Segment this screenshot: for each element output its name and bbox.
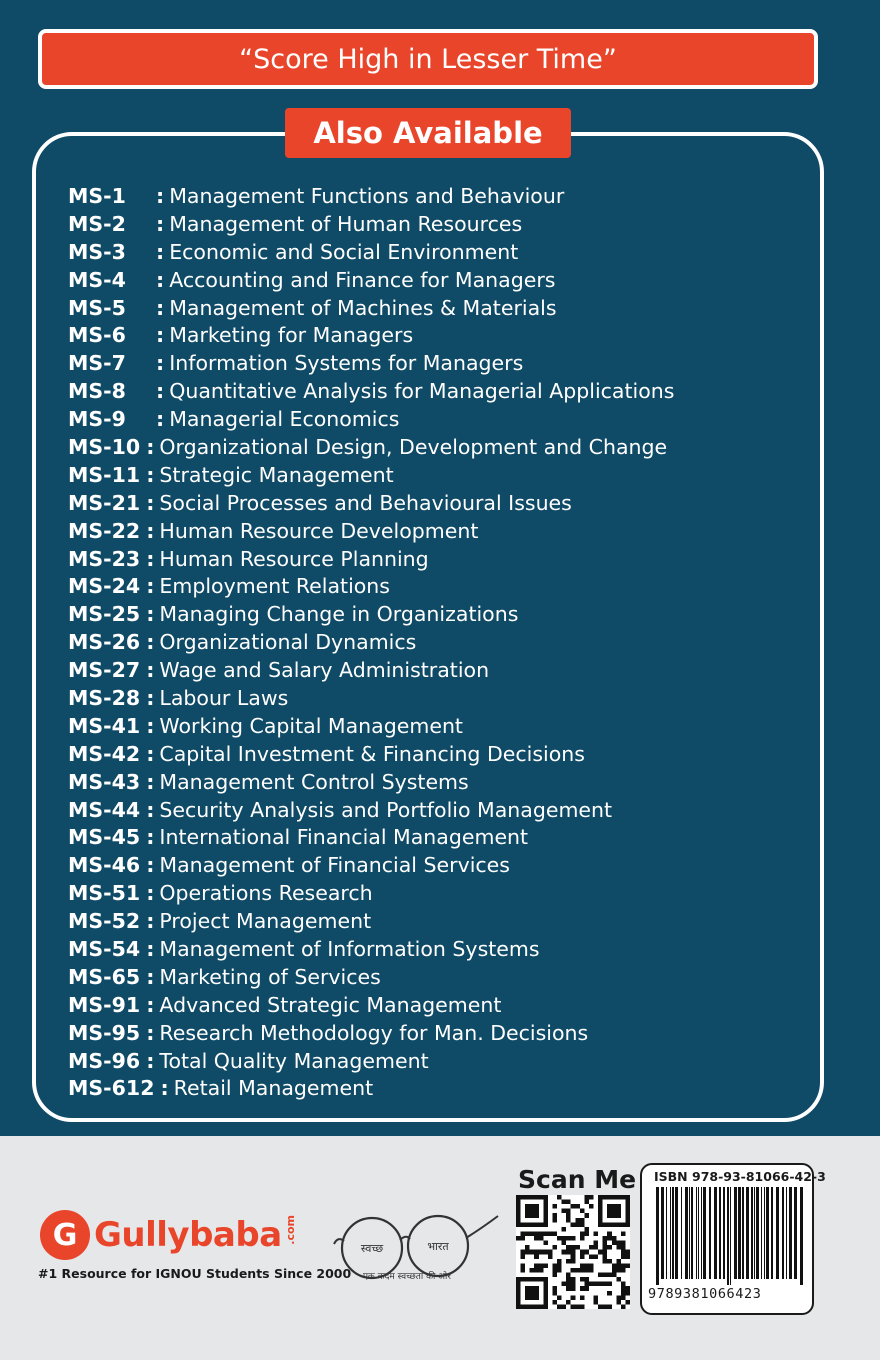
tagline-text: “Score High in Lesser Time” <box>239 43 617 75</box>
course-item <box>68 935 808 963</box>
course-item <box>68 712 808 740</box>
course-code: MS-11 <box>68 462 141 487</box>
course-item <box>68 433 808 461</box>
course-title: Capital Investment & Financing Decisions <box>159 741 585 766</box>
course-item <box>68 182 808 210</box>
course-code: MS-28 <box>68 685 141 710</box>
course-code: MS-2 <box>68 211 126 236</box>
course-code: MS-4 <box>68 267 126 292</box>
course-separator: : <box>146 630 155 655</box>
swachh-word-right: भारत <box>427 1240 449 1253</box>
publisher-tagline: #1 Resource for IGNOU Students Since 2000 <box>38 1266 352 1281</box>
course-item <box>68 768 808 796</box>
course-separator: : <box>156 323 165 348</box>
course-separator: : <box>146 1048 155 1073</box>
course-title: Managerial Economics <box>169 407 400 432</box>
course-title: Quantitative Analysis for Managerial Applications <box>169 379 675 404</box>
course-separator: : <box>146 825 155 850</box>
course-title: Advanced Strategic Management <box>159 992 502 1017</box>
course-separator: : <box>146 741 155 766</box>
course-code: MS-5 <box>68 295 126 320</box>
course-code: MS-46 <box>68 853 141 878</box>
course-code: MS-23 <box>68 546 141 571</box>
course-separator: : <box>156 211 165 236</box>
course-code: MS-3 <box>68 239 126 264</box>
course-item <box>68 349 808 377</box>
course-separator: : <box>156 239 165 264</box>
course-item <box>68 823 808 851</box>
course-title: Management of Information Systems <box>159 936 540 961</box>
course-title: Management Control Systems <box>159 769 469 794</box>
course-code: MS-51 <box>68 881 141 906</box>
course-separator: : <box>156 407 165 432</box>
course-title: Employment Relations <box>159 574 390 599</box>
course-title: Security Analysis and Portfolio Management <box>159 797 613 822</box>
course-code: MS-1 <box>68 183 126 208</box>
course-code: MS-10 <box>68 434 141 459</box>
course-item <box>68 907 808 935</box>
publisher-name: Gullybaba <box>94 1215 282 1255</box>
course-separator: : <box>146 574 155 599</box>
course-item <box>68 461 808 489</box>
course-title: Social Processes and Behavioural Issues <box>159 490 572 515</box>
publisher-domain: .com <box>283 1215 297 1245</box>
course-item <box>68 1075 808 1103</box>
course-title: Management Functions and Behaviour <box>169 183 565 208</box>
course-separator: : <box>146 518 155 543</box>
tagline-banner <box>38 29 818 89</box>
course-title: Labour Laws <box>159 685 289 710</box>
course-separator: : <box>146 992 155 1017</box>
course-code: MS-95 <box>68 1020 141 1045</box>
logo-letter: G <box>52 1217 78 1253</box>
course-separator: : <box>156 379 165 404</box>
course-separator: : <box>146 881 155 906</box>
barcode-icon <box>654 1187 806 1285</box>
course-code: MS-25 <box>68 602 141 627</box>
course-code: MS-44 <box>68 797 141 822</box>
course-code: MS-54 <box>68 936 141 961</box>
course-title: Marketing of Services <box>159 964 381 989</box>
course-item <box>68 628 808 656</box>
course-list <box>68 182 808 1102</box>
course-title: Human Resource Planning <box>159 546 429 571</box>
scan-me-label: Scan Me <box>518 1165 637 1194</box>
course-item <box>68 879 808 907</box>
course-separator: : <box>146 909 155 934</box>
course-code: MS-7 <box>68 351 126 376</box>
course-separator: : <box>156 351 165 376</box>
course-title: Organizational Design, Development and Change <box>159 434 668 459</box>
course-item <box>68 991 808 1019</box>
course-item <box>68 1047 808 1075</box>
course-separator: : <box>146 658 155 683</box>
course-code: MS-91 <box>68 992 141 1017</box>
course-title: Project Management <box>159 909 372 934</box>
course-title: Information Systems for Managers <box>169 351 524 376</box>
course-item <box>68 572 808 600</box>
course-separator: : <box>146 490 155 515</box>
course-code: MS-52 <box>68 909 141 934</box>
course-title: Managing Change in Organizations <box>159 602 519 627</box>
course-code: MS-612 <box>68 1076 155 1101</box>
course-code: MS-22 <box>68 518 141 543</box>
course-separator: : <box>146 936 155 961</box>
section-label-text: Also Available <box>313 116 543 150</box>
course-code: MS-43 <box>68 769 141 794</box>
course-item <box>68 963 808 991</box>
course-code: MS-9 <box>68 407 126 432</box>
course-item <box>68 851 808 879</box>
course-title: Management of Financial Services <box>159 853 510 878</box>
course-item <box>68 266 808 294</box>
course-item <box>68 684 808 712</box>
course-separator: : <box>146 434 155 459</box>
course-title: Human Resource Development <box>159 518 479 543</box>
course-title: Strategic Management <box>159 462 394 487</box>
course-code: MS-96 <box>68 1048 141 1073</box>
course-item <box>68 489 808 517</box>
swachh-slogan: एक कदम स्वच्छता की ओर <box>362 1272 452 1282</box>
course-code: MS-41 <box>68 713 141 738</box>
course-separator: : <box>156 183 165 208</box>
course-title: Management of Human Resources <box>169 211 523 236</box>
course-separator: : <box>156 295 165 320</box>
course-item <box>68 796 808 824</box>
course-title: Retail Management <box>173 1076 374 1101</box>
course-item <box>68 600 808 628</box>
course-title: Research Methodology for Man. Decisions <box>159 1020 589 1045</box>
course-code: MS-42 <box>68 741 141 766</box>
course-item <box>68 1019 808 1047</box>
course-separator: : <box>146 1020 155 1045</box>
course-item <box>68 321 808 349</box>
course-code: MS-24 <box>68 574 141 599</box>
course-separator: : <box>146 797 155 822</box>
course-item <box>68 405 808 433</box>
course-code: MS-45 <box>68 825 141 850</box>
course-separator: : <box>146 853 155 878</box>
course-title: Working Capital Management <box>159 713 463 738</box>
qr-code-icon[interactable] <box>516 1195 630 1309</box>
course-separator: : <box>146 713 155 738</box>
course-code: MS-8 <box>68 379 126 404</box>
section-label <box>285 108 571 158</box>
course-title: Wage and Salary Administration <box>159 658 490 683</box>
course-code: MS-21 <box>68 490 141 515</box>
course-code: MS-65 <box>68 964 141 989</box>
course-title: Marketing for Managers <box>169 323 414 348</box>
course-separator: : <box>146 685 155 710</box>
course-item <box>68 294 808 322</box>
barcode-digits: 9789381066423 <box>648 1286 762 1302</box>
course-title: Accounting and Finance for Managers <box>169 267 556 292</box>
course-code: MS-27 <box>68 658 141 683</box>
course-item <box>68 545 808 573</box>
course-item <box>68 740 808 768</box>
course-item <box>68 210 808 238</box>
course-title: Management of Machines & Materials <box>169 295 557 320</box>
course-separator: : <box>146 602 155 627</box>
publisher-logo <box>40 1208 297 1262</box>
isbn-label: ISBN 978-93-81066-42-3 <box>654 1169 826 1184</box>
course-code: MS-6 <box>68 323 126 348</box>
course-separator: : <box>156 267 165 292</box>
course-item <box>68 238 808 266</box>
course-title: International Financial Management <box>159 825 529 850</box>
course-separator: : <box>146 769 155 794</box>
course-item <box>68 656 808 684</box>
course-separator: : <box>146 462 155 487</box>
course-title: Total Quality Management <box>159 1048 429 1073</box>
course-title: Economic and Social Environment <box>169 239 519 264</box>
publisher-logo-icon <box>40 1210 90 1260</box>
course-title: Operations Research <box>159 881 373 906</box>
course-separator: : <box>146 546 155 571</box>
course-separator: : <box>146 964 155 989</box>
course-item <box>68 517 808 545</box>
course-item <box>68 377 808 405</box>
course-separator: : <box>160 1076 169 1101</box>
swachh-word-left: स्वच्छ <box>360 1242 384 1255</box>
course-title: Organizational Dynamics <box>159 630 417 655</box>
course-code: MS-26 <box>68 630 141 655</box>
